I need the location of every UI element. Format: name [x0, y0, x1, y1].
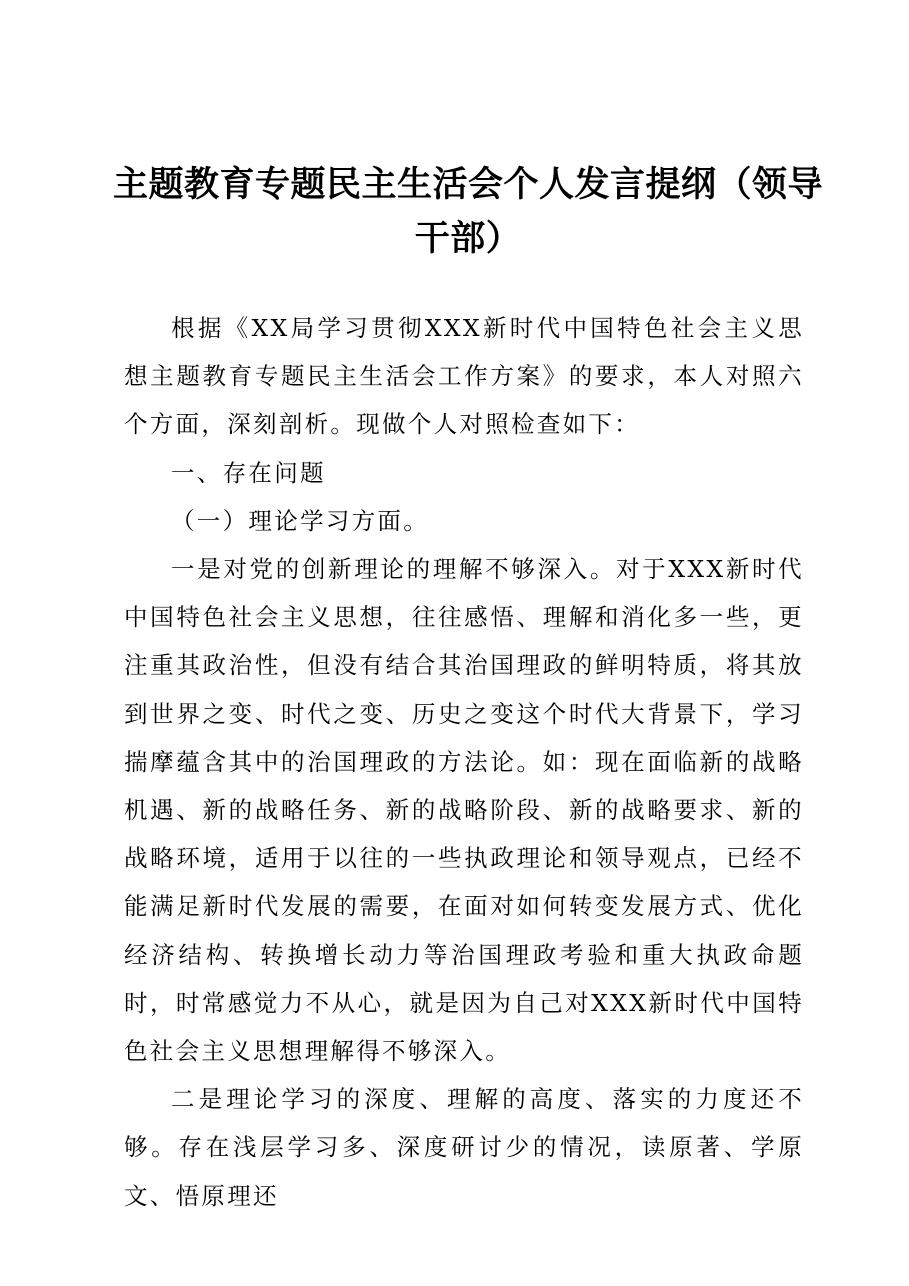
- document-body: [124, 304, 804, 1220]
- paragraph-point-two: 二是理论学习的深度、理解的高度、落实的力度还不够。存在浅层学习多、深度研讨少的情况，读原著、学原文、悟原理还: [124, 1085, 804, 1210]
- subsection-heading-theory-study: （一）理论学习方面。: [171, 506, 429, 535]
- paragraph-intro: 根据《XX局学习贯彻XXX新时代中国特色社会主义思想主题教育专题民主生活会工作方案》的要求，本人对照六个方面，深刻剖析。现做个人对照检查如下：: [124, 314, 804, 439]
- paragraph-point-one: 一是对党的创新理论的理解不够深入。对于XXX新时代中国特色社会主义思想，往往感悟、理解和消化多一些，更注重其政治性，但没有结合其治国理政的鲜明特质，将其放到世界之变、时代之变、历史之变这个时代大背景下，学习揣摩蕴含其中的治国理政的方法论。如：现在面临新的战略机遇、新的战略任务、新的战略阶段、新的战略要求、新的战略环境，适用于以往的一些执政理论和领导观点，已经不能满足新时代发展的需要，在面对如何转变发展方式、优化经济结构、转换增长动力等治国理政考验和重大执政命题时，时常感觉力不从心，就是因为自己对XXX新时代中国特色社会主义思想理解得不够深入。: [124, 555, 804, 1066]
- section-heading-problems: 一、存在问题: [171, 458, 326, 487]
- document-title: 主题教育专题民主生活会个人发言提纲（领导干部）: [112, 165, 823, 259]
